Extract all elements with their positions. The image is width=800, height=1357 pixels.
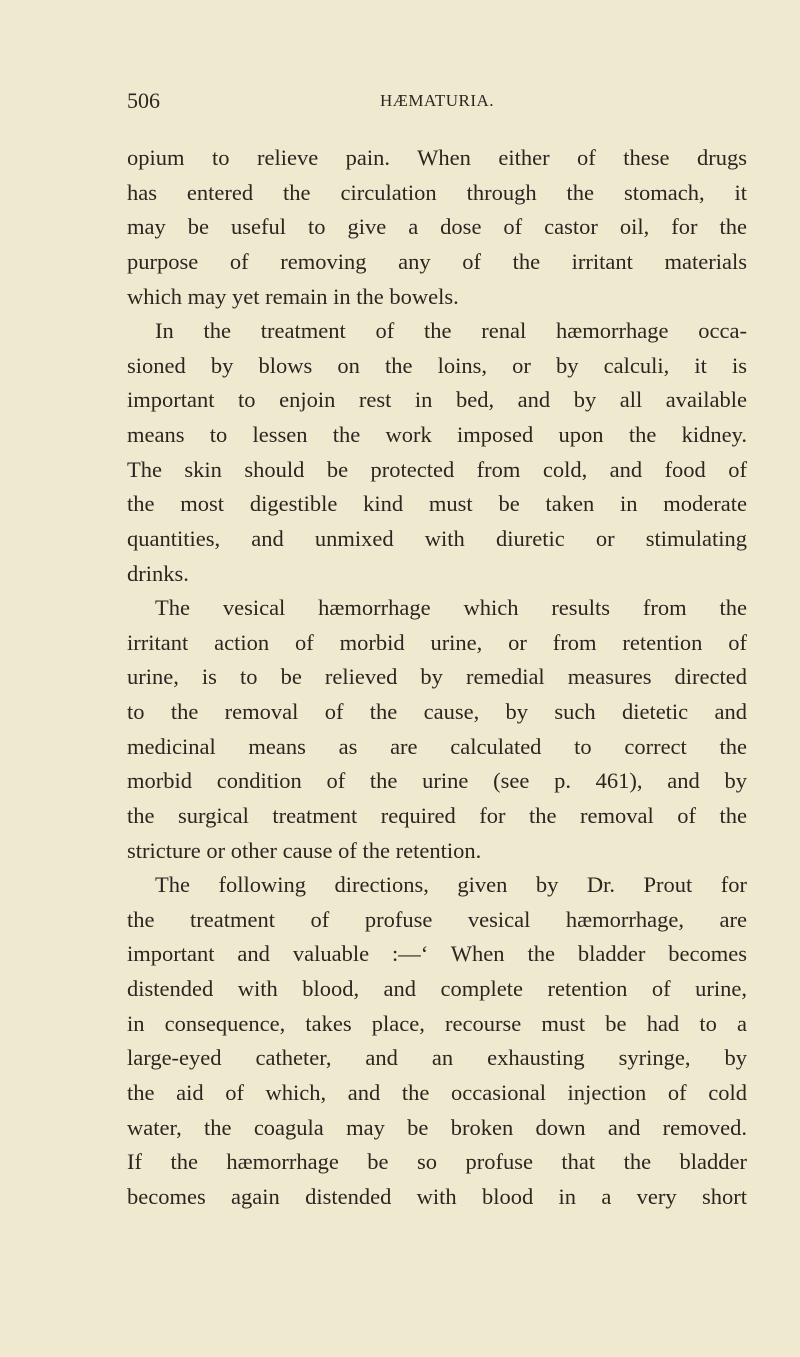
text-line: irritant action of morbid urine, or from retention of	[127, 629, 747, 655]
text-line: has entered the circulation through the stomach, it	[127, 179, 747, 205]
text-line: The following directions, given by Dr. Prout for	[155, 872, 747, 898]
running-header	[127, 88, 747, 118]
text-line: which may yet remain in the bowels.	[127, 283, 459, 309]
text-line: distended with blood, and complete retention of urine,	[127, 976, 747, 1001]
text-line: becomes again distended with blood in a very short	[127, 1183, 747, 1209]
text-line: sioned by blows on the loins, or by calculi, it is	[127, 352, 747, 378]
text-line: morbid condition of the urine (see p. 461), and by	[127, 768, 747, 794]
page-number: 506	[127, 88, 160, 113]
text-line: In the treatment of the renal hæmorrhage occa-	[155, 318, 747, 344]
text-line: in consequence, takes place, recourse must be had to a	[127, 1010, 747, 1036]
text-line: If the hæmorrhage be so profuse that the bladder	[127, 1149, 747, 1175]
text-line: The vesical hæmorrhage which results from the	[155, 595, 747, 621]
text-line: water, the coagula may be broken down and removed.	[127, 1114, 747, 1140]
text-line: the most digestible kind must be taken in moderate	[127, 491, 747, 517]
text-line: large-eyed catheter, and an exhausting syringe, by	[127, 1045, 747, 1071]
text-line: stricture or other cause of the retention.	[127, 837, 482, 863]
text-line: The skin should be protected from cold, and food of	[127, 456, 747, 482]
text-line: medicinal means as are calculated to correct the	[127, 733, 747, 759]
text-line: the surgical treatment required for the removal of the	[127, 802, 747, 828]
text-line: important to enjoin rest in bed, and by all available	[127, 387, 747, 413]
text-line: may be useful to give a dose of castor oil, for the	[127, 214, 747, 240]
text-line: the treatment of profuse vesical hæmorrhage, are	[127, 906, 747, 932]
text-line: quantities, and unmixed with diuretic or stimulating	[127, 525, 747, 551]
text-line: means to lessen the work imposed upon the kidney.	[127, 422, 747, 447]
text-line: to the removal of the cause, by such dietetic and	[127, 699, 747, 724]
text-line: the aid of which, and the occasional injection of cold	[127, 1079, 747, 1105]
text-line: purpose of removing any of the irritant materials	[127, 248, 747, 274]
text-line: drinks.	[127, 560, 189, 586]
text-line: opium to relieve pain. When either of these drugs	[127, 145, 747, 170]
text-line: important and valuable :—‘ When the bladder becomes	[127, 941, 747, 967]
text-line: urine, is to be relieved by remedial measures directed	[127, 664, 747, 690]
body-text	[127, 141, 747, 1214]
running-title: HÆMATURIA.	[379, 91, 495, 110]
